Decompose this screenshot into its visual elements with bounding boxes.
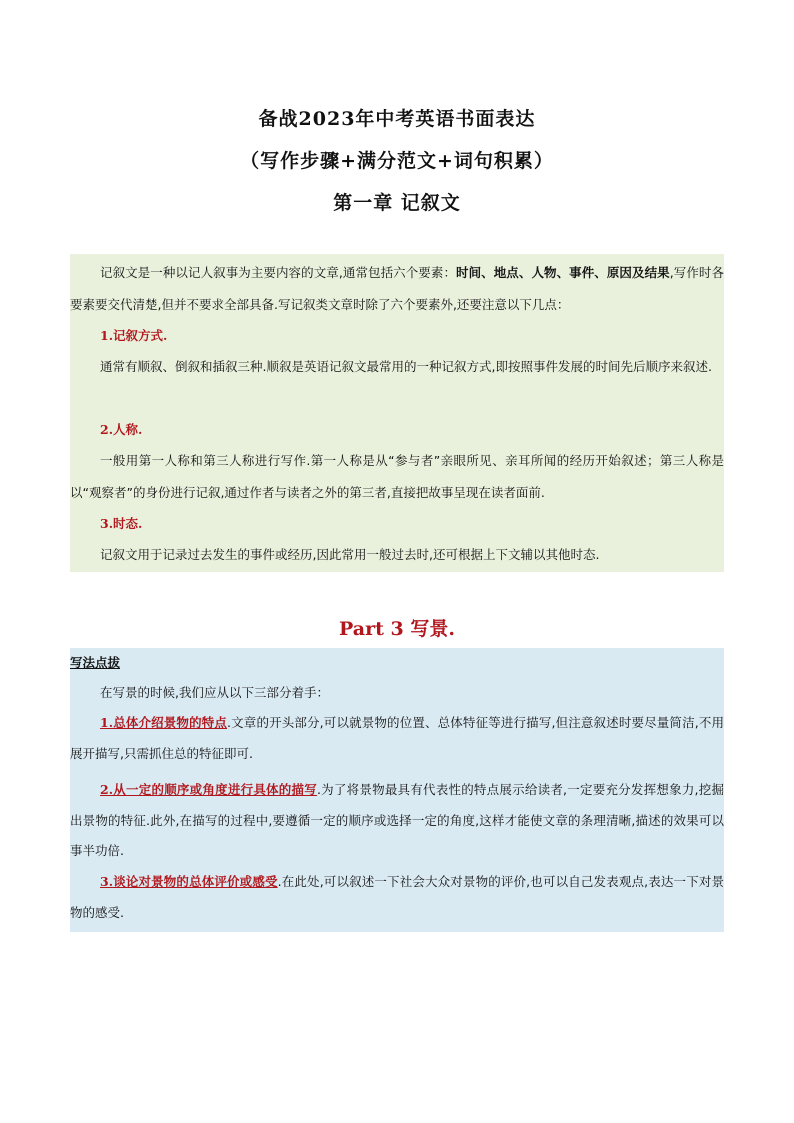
person-paragraph: 一般用第一人称和第三人称进行写作.第一人称是从“参与者”亲眼所见、亲耳所闻的经历开始叙述；第三人称是以“观察者”的身份进行记叙,通过作者与读者之外的第三者,直接把故事呈现在读者面前. bbox=[70, 453, 724, 500]
section-heading-narration: 1.记叙方式. bbox=[100, 328, 168, 343]
tip-overall bbox=[70, 708, 724, 769]
tense-paragraph: 记叙文用于记录过去发生的事件或经历,因此常用一般过去时,还可根据上下文辅以其他时态. bbox=[100, 547, 600, 562]
tips-intro: 在写景的时候,我们应从以下三部分着手： bbox=[100, 685, 329, 700]
intro-text: 记叙文是一种以记人叙事为主要内容的文章,通常包括六个要素： bbox=[100, 265, 457, 280]
section-heading-person: 2.人称. bbox=[100, 422, 143, 437]
tip-overall-heading: 1.总体介绍景物的特点 bbox=[100, 715, 228, 730]
page-title: 备战2023年中考英语书面表达 bbox=[258, 108, 536, 130]
section-heading-tense: 3.时态. bbox=[100, 516, 143, 531]
page-subtitle: （写作步骤+满分范文+词句积累） bbox=[240, 150, 554, 172]
tip-overall-body: .文章的开头部分,可以就景物的位置、总体特征等进行描写,但注意叙述时要尽量简洁,不用展开描写,只需抓住总的特征即可. bbox=[70, 715, 724, 761]
tip-evaluation bbox=[70, 867, 724, 928]
tips-label: 写法点拔 bbox=[70, 655, 121, 670]
tip-detail-body: .为了将景物最具有代表性的特点展示给读者,一定要充分发挥想象力,挖掘出景物的特征.此外,在描写的过程中,要遵循一定的顺序或选择一定的角度,这样才能使文章的条理清晰,描述的效果可以事半功倍. bbox=[70, 782, 724, 858]
tip-detail-heading: 2.从一定的顺序或角度进行具体的描写 bbox=[100, 782, 317, 797]
tips-box bbox=[70, 648, 724, 932]
tip-evaluation-heading: 3.谈论对景物的总体评价或感受 bbox=[100, 874, 278, 889]
intro-elements: 时间、地点、人物、事件、原因及结果 bbox=[456, 265, 670, 280]
tip-evaluation-body: .在此处,可以叙述一下社会大众对景物的评价,也可以自己发表观点,表达一下对景物的感受. bbox=[70, 874, 724, 920]
part-title: Part 3 写景. bbox=[339, 618, 455, 640]
intro-paragraph bbox=[70, 257, 724, 320]
tip-detail bbox=[70, 775, 724, 867]
narration-paragraph: 通常有顺叙、倒叙和插叙三种.顺叙是英语记叙文最常用的一种记叙方式,即按照事件发展的时间先后顺序来叙述. bbox=[100, 359, 712, 374]
chapter-title: 第一章 记叙文 bbox=[333, 192, 461, 214]
intro-box bbox=[70, 254, 724, 572]
intro-text-continued: ,写作时各要素要交代清楚,但并不要求全部具备.写记叙类文章时除了六个要素外,还要注意以下几点： bbox=[70, 265, 724, 312]
